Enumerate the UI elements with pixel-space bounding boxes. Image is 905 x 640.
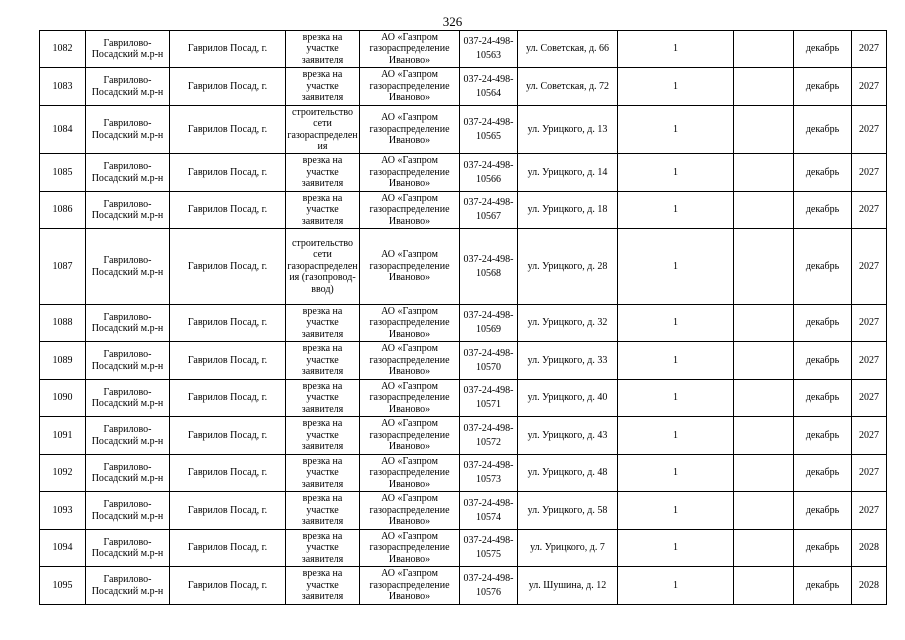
- address-cell: ул. Урицкого, д. 40: [518, 380, 618, 417]
- month-cell: декабрь: [794, 229, 852, 305]
- settlement-cell: Гаврилов Посад, г.: [170, 530, 286, 567]
- code-cell: 037-24-498-10567: [460, 192, 518, 229]
- empty-cell: [734, 154, 794, 192]
- row-number: 1095: [40, 567, 86, 605]
- count-cell: 1: [618, 154, 734, 192]
- empty-cell: [734, 31, 794, 68]
- settlement-cell: Гаврилов Посад, г.: [170, 380, 286, 417]
- district-cell: Гаврилово-Посадский м.р-н: [86, 342, 170, 380]
- work-type-cell: врезка на участке заявителя: [286, 31, 360, 68]
- work-type-cell: строительство сети газораспределения: [287, 106, 358, 152]
- organization-cell: АО «Газпром газораспределение Иваново»: [360, 342, 460, 380]
- address-cell: ул. Урицкого, д. 13: [518, 106, 618, 154]
- count-cell: 1: [618, 455, 734, 492]
- organization-cell: АО «Газпром газораспределение Иваново»: [360, 229, 460, 305]
- month-cell: декабрь: [794, 31, 852, 68]
- year-cell: 2027: [852, 492, 887, 530]
- address-cell: ул. Шушина, д. 12: [518, 567, 618, 605]
- count-cell: 1: [618, 417, 734, 455]
- settlement-cell: Гаврилов Посад, г.: [170, 68, 286, 106]
- row-number: 1093: [40, 492, 86, 530]
- address-cell: ул. Урицкого, д. 18: [518, 192, 618, 229]
- work-type-cell: врезка на участке заявителя: [286, 455, 360, 492]
- row-number: 1086: [40, 192, 86, 229]
- address-cell: ул. Урицкого, д. 48: [518, 455, 618, 492]
- year-cell: 2027: [852, 417, 887, 455]
- code-cell: 037-24-498-10570: [460, 342, 518, 380]
- district-cell: Гаврилово-Посадский м.р-н: [86, 68, 170, 106]
- organization-cell: АО «Газпром газораспределение Иваново»: [360, 31, 460, 68]
- row-number: 1084: [40, 106, 86, 154]
- row-number: 1087: [40, 229, 86, 305]
- code-cell: 037-24-498-10563: [460, 31, 518, 68]
- code-cell: 037-24-498-10566: [460, 154, 518, 192]
- empty-cell: [734, 567, 794, 605]
- count-cell: 1: [618, 342, 734, 380]
- code-cell: 037-24-498-10565: [460, 106, 518, 154]
- month-cell: декабрь: [794, 417, 852, 455]
- organization-cell: АО «Газпром газораспределение Иваново»: [360, 455, 460, 492]
- settlement-cell: Гаврилов Посад, г.: [170, 492, 286, 530]
- work-type-cell: врезка на участке заявителя: [286, 68, 360, 106]
- count-cell: 1: [618, 68, 734, 106]
- month-cell: декабрь: [794, 106, 852, 154]
- month-cell: декабрь: [794, 380, 852, 417]
- address-cell: ул. Урицкого, д. 32: [518, 305, 618, 342]
- address-cell: ул. Советская, д. 66: [518, 31, 618, 68]
- table-row: [40, 192, 887, 229]
- row-number: 1092: [40, 455, 86, 492]
- settlement-cell: Гаврилов Посад, г.: [170, 305, 286, 342]
- count-cell: 1: [618, 530, 734, 567]
- month-cell: декабрь: [794, 492, 852, 530]
- count-cell: 1: [618, 31, 734, 68]
- register-table: [39, 30, 887, 605]
- district-cell: Гаврилово-Посадский м.р-н: [86, 229, 170, 305]
- district-cell: Гаврилово-Посадский м.р-н: [86, 417, 170, 455]
- year-cell: 2027: [852, 380, 887, 417]
- count-cell: 1: [618, 305, 734, 342]
- district-cell: Гаврилово-Посадский м.р-н: [86, 154, 170, 192]
- count-cell: 1: [618, 106, 734, 154]
- year-cell: 2027: [852, 455, 887, 492]
- year-cell: 2027: [852, 229, 887, 305]
- organization-cell: АО «Газпром газораспределение Иваново»: [360, 530, 460, 567]
- work-type-cell: врезка на участке заявителя: [286, 380, 360, 417]
- code-cell: 037-24-498-10572: [460, 417, 518, 455]
- year-cell: 2028: [852, 530, 887, 567]
- row-number: 1089: [40, 342, 86, 380]
- settlement-cell: Гаврилов Посад, г.: [170, 31, 286, 68]
- district-cell: Гаврилово-Посадский м.р-н: [86, 567, 170, 605]
- empty-cell: [734, 68, 794, 106]
- address-cell: ул. Урицкого, д. 7: [518, 530, 618, 567]
- organization-cell: АО «Газпром газораспределение Иваново»: [360, 106, 460, 154]
- empty-cell: [734, 305, 794, 342]
- code-cell: 037-24-498-10576: [460, 567, 518, 605]
- count-cell: 1: [618, 492, 734, 530]
- code-cell: 037-24-498-10571: [460, 380, 518, 417]
- month-cell: декабрь: [794, 530, 852, 567]
- work-type-cell: врезка на участке заявителя: [286, 342, 360, 380]
- address-cell: ул. Урицкого, д. 43: [518, 417, 618, 455]
- year-cell: 2027: [852, 154, 887, 192]
- address-cell: ул. Урицкого, д. 33: [518, 342, 618, 380]
- page-number: 326: [442, 14, 463, 29]
- settlement-cell: Гаврилов Посад, г.: [170, 229, 286, 305]
- empty-cell: [734, 417, 794, 455]
- table-row: [40, 342, 887, 380]
- organization-cell: АО «Газпром газораспределение Иваново»: [360, 154, 460, 192]
- row-number: 1082: [40, 31, 86, 68]
- address-cell: ул. Урицкого, д. 28: [518, 229, 618, 305]
- code-cell: 037-24-498-10573: [460, 455, 518, 492]
- district-cell: Гаврилово-Посадский м.р-н: [86, 305, 170, 342]
- organization-cell: АО «Газпром газораспределение Иваново»: [360, 417, 460, 455]
- district-cell: Гаврилово-Посадский м.р-н: [86, 530, 170, 567]
- row-number: 1088: [40, 305, 86, 342]
- year-cell: 2027: [852, 305, 887, 342]
- settlement-cell: Гаврилов Посад, г.: [170, 342, 286, 380]
- table-row: [40, 567, 887, 605]
- address-cell: ул. Урицкого, д. 58: [518, 492, 618, 530]
- row-number: 1085: [40, 154, 86, 192]
- settlement-cell: Гаврилов Посад, г.: [170, 192, 286, 229]
- month-cell: декабрь: [794, 192, 852, 229]
- district-cell: Гаврилово-Посадский м.р-н: [86, 380, 170, 417]
- code-cell: 037-24-498-10574: [460, 492, 518, 530]
- row-number: 1083: [40, 68, 86, 106]
- work-type-cell: строительство сети газораспределения (газопровод-ввод): [286, 229, 360, 305]
- year-cell: 2027: [852, 342, 887, 380]
- settlement-cell: Гаврилов Посад, г.: [170, 154, 286, 192]
- work-type-cell: врезка на участке заявителя: [286, 305, 360, 342]
- year-cell: 2027: [852, 106, 887, 154]
- settlement-cell: Гаврилов Посад, г.: [170, 417, 286, 455]
- address-cell: ул. Урицкого, д. 14: [518, 154, 618, 192]
- district-cell: Гаврилово-Посадский м.р-н: [86, 492, 170, 530]
- settlement-cell: Гаврилов Посад, г.: [170, 567, 286, 605]
- empty-cell: [734, 530, 794, 567]
- work-type-cell: врезка на участке заявителя: [286, 192, 360, 229]
- empty-cell: [734, 492, 794, 530]
- count-cell: 1: [618, 380, 734, 417]
- code-cell: 037-24-498-10568: [460, 229, 518, 305]
- code-cell: 037-24-498-10569: [460, 305, 518, 342]
- organization-cell: АО «Газпром газораспределение Иваново»: [360, 492, 460, 530]
- organization-cell: АО «Газпром газораспределение Иваново»: [360, 68, 460, 106]
- work-type-cell: врезка на участке заявителя: [286, 417, 360, 455]
- row-number: 1094: [40, 530, 86, 567]
- count-cell: 1: [618, 567, 734, 605]
- empty-cell: [734, 106, 794, 154]
- district-cell: Гаврилово-Посадский м.р-н: [86, 455, 170, 492]
- year-cell: 2027: [852, 31, 887, 68]
- table-row: [40, 305, 887, 342]
- table-row: [40, 417, 887, 455]
- year-cell: 2027: [852, 192, 887, 229]
- organization-cell: АО «Газпром газораспределение Иваново»: [360, 567, 460, 605]
- table-row: [40, 530, 887, 567]
- month-cell: декабрь: [794, 567, 852, 605]
- row-number: 1090: [40, 380, 86, 417]
- work-type-cell: врезка на участке заявителя: [286, 567, 360, 605]
- settlement-cell: Гаврилов Посад, г.: [170, 455, 286, 492]
- count-cell: 1: [618, 229, 734, 305]
- table-row: [40, 380, 887, 417]
- month-cell: декабрь: [794, 154, 852, 192]
- district-cell: Гаврилово-Посадский м.р-н: [86, 31, 170, 68]
- work-type-cell: врезка на участке заявителя: [286, 492, 360, 530]
- row-number: 1091: [40, 417, 86, 455]
- organization-cell: АО «Газпром газораспределение Иваново»: [360, 380, 460, 417]
- code-cell: 037-24-498-10564: [460, 68, 518, 106]
- month-cell: декабрь: [794, 342, 852, 380]
- table-row: [40, 229, 887, 305]
- year-cell: 2028: [852, 567, 887, 605]
- empty-cell: [734, 229, 794, 305]
- empty-cell: [734, 192, 794, 229]
- table-row: [40, 106, 887, 154]
- address-cell: ул. Советская, д. 72: [518, 68, 618, 106]
- empty-cell: [734, 342, 794, 380]
- work-type-cell: врезка на участке заявителя: [286, 154, 360, 192]
- table-row: [40, 154, 887, 192]
- year-cell: 2027: [852, 68, 887, 106]
- code-cell: 037-24-498-10575: [460, 530, 518, 567]
- organization-cell: АО «Газпром газораспределение Иваново»: [360, 192, 460, 229]
- district-cell: Гаврилово-Посадский м.р-н: [86, 106, 170, 154]
- work-type-cell: врезка на участке заявителя: [286, 530, 360, 567]
- empty-cell: [734, 455, 794, 492]
- month-cell: декабрь: [794, 305, 852, 342]
- empty-cell: [734, 380, 794, 417]
- month-cell: декабрь: [794, 68, 852, 106]
- count-cell: 1: [618, 192, 734, 229]
- district-cell: Гаврилово-Посадский м.р-н: [86, 192, 170, 229]
- table-row: [40, 31, 887, 68]
- table-row: [40, 455, 887, 492]
- organization-cell: АО «Газпром газораспределение Иваново»: [360, 305, 460, 342]
- table-row: [40, 492, 887, 530]
- settlement-cell: Гаврилов Посад, г.: [170, 106, 286, 154]
- table-row: [40, 68, 887, 106]
- month-cell: декабрь: [794, 455, 852, 492]
